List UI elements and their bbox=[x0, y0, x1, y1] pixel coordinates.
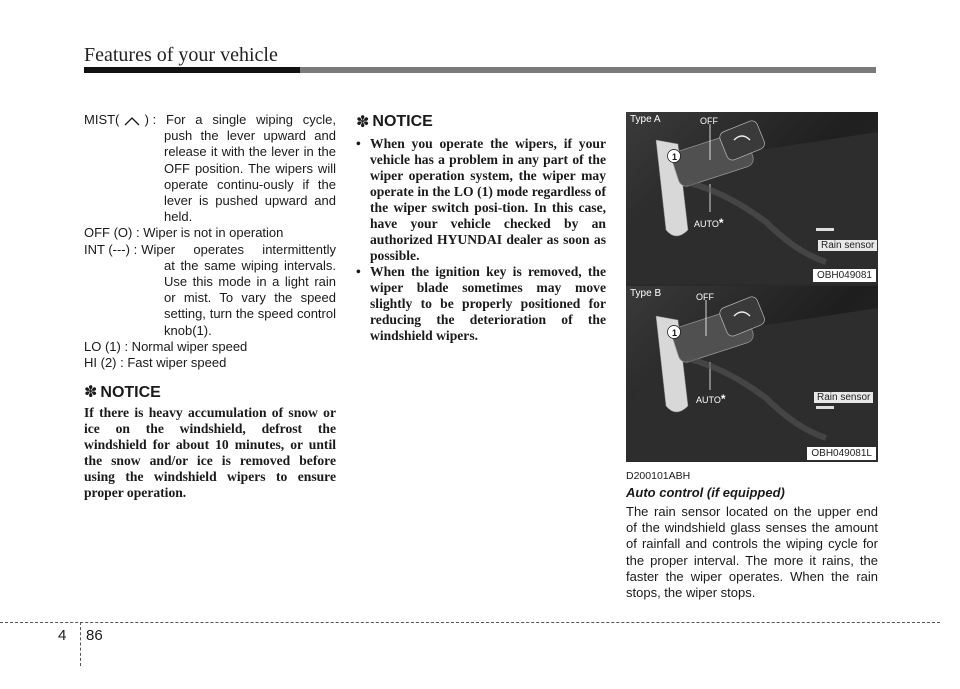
notice-title: NOTICE bbox=[100, 384, 161, 402]
section-number: 4 bbox=[58, 627, 67, 644]
hi-entry: HI (2) : Fast wiper speed bbox=[84, 355, 227, 371]
auto-text: AUTO bbox=[694, 219, 719, 229]
auto-text: AUTO bbox=[696, 395, 721, 405]
off-label: OFF bbox=[700, 116, 718, 126]
asterisk-icon: ✽ bbox=[356, 114, 370, 131]
type-a-label: Type A bbox=[630, 114, 661, 125]
notice-bullet-text: When the ignition key is removed, the wiper blade sometimes may move slightly to be properly positioned for reducing the deterioration of the windshield wipers. bbox=[370, 264, 606, 343]
caret-up-icon bbox=[123, 116, 141, 126]
figure-code-b: OBH049081L bbox=[807, 447, 876, 460]
int-label: INT (---) : bbox=[84, 241, 138, 257]
notice-bullet-text: When you operate the wipers, if your vehicle has a problem in any part of the wiper operation system, the wiper may operate in the LO (1) mode regardless of the wiper switch posi-tion. In this case, have your vehicle checked by an authorized HYUNDAI dealer as soon as possible. bbox=[370, 136, 606, 263]
notice-bullet bbox=[356, 264, 606, 344]
mist-label-text: MIST( bbox=[84, 112, 120, 127]
mist-word: a bbox=[195, 112, 203, 127]
mist-label bbox=[84, 112, 156, 128]
mist-entry bbox=[84, 112, 336, 225]
figure-code-a: OBH049081 bbox=[813, 269, 876, 282]
notice-bullet bbox=[356, 136, 606, 264]
notice-title: NOTICE bbox=[372, 113, 433, 130]
right-column bbox=[626, 112, 878, 601]
bullet-icon: • bbox=[356, 136, 361, 151]
header-rule bbox=[84, 67, 876, 73]
off-entry: OFF (O) : Wiper is not in operation bbox=[84, 225, 284, 241]
int-first-line bbox=[84, 242, 336, 258]
rain-sensor-label: Rain sensor bbox=[818, 240, 877, 251]
wiper-switch-figure bbox=[626, 112, 878, 462]
figure-panel-type-a bbox=[626, 112, 878, 284]
mist-word: wiping bbox=[256, 112, 293, 127]
mist-word: single bbox=[212, 112, 247, 127]
footer-divider bbox=[80, 622, 81, 666]
wiper-lever-illustration bbox=[626, 286, 878, 462]
section-code: D200101ABH bbox=[626, 470, 691, 482]
type-b-label: Type B bbox=[630, 288, 662, 299]
auto-control-text: The rain sensor located on the upper end of the windshield glass senses the amount of rainfall and controls the wiping cycle for the proper interval. The more it rains, the faster the wiper operates. When the rain stops, the wiper stops. bbox=[626, 504, 878, 601]
label-1: 1 bbox=[672, 328, 678, 338]
left-column bbox=[84, 112, 336, 501]
notice-text-left: If there is heavy accumulation of snow or ice on the windshield, defrost the windshield for about 10 minutes, or until the snow and/or ice is removed before using the windshield wipers to ensure proper operation. bbox=[84, 405, 336, 501]
int-entry bbox=[84, 242, 336, 339]
asterisk-mark: * bbox=[720, 392, 726, 406]
figure-panel-type-b bbox=[626, 286, 878, 462]
page-number: 86 bbox=[86, 627, 103, 644]
mist-word: For bbox=[166, 112, 186, 127]
wiper-lever-illustration bbox=[626, 112, 878, 284]
label-1: 1 bbox=[672, 152, 678, 162]
footer-rule bbox=[0, 622, 940, 623]
bullet-icon: • bbox=[356, 264, 361, 279]
rain-sensor-label: Rain sensor bbox=[814, 392, 873, 403]
auto-label bbox=[694, 216, 724, 230]
asterisk-mark: * bbox=[718, 216, 724, 230]
mist-first-line bbox=[84, 112, 336, 128]
off-label: OFF bbox=[696, 292, 714, 302]
middle-column bbox=[356, 112, 606, 344]
header-title: Features of your vehicle bbox=[84, 44, 278, 66]
mist-word: cycle, bbox=[302, 112, 336, 127]
notice-heading-left bbox=[84, 385, 336, 401]
int-description: at the same wiping intervals. Use this mode in a light rain or mist. To vary the speed setting, turn the speed control knob(1). bbox=[164, 257, 336, 338]
lo-entry: LO (1) : Normal wiper speed bbox=[84, 338, 248, 354]
mist-description: push the lever upward and release it with the lever in the OFF position. The wipers will operate continu-ously if the lever is pushed upward and held. bbox=[164, 128, 336, 225]
int-first-text: Wiper operates intermittently bbox=[141, 241, 336, 257]
notice-heading-middle bbox=[356, 112, 606, 132]
asterisk-icon: ✽ bbox=[84, 384, 98, 402]
auto-control-heading: Auto control (if equipped) bbox=[626, 485, 785, 500]
auto-label bbox=[696, 392, 726, 406]
mist-label-after: ) : bbox=[144, 112, 157, 127]
